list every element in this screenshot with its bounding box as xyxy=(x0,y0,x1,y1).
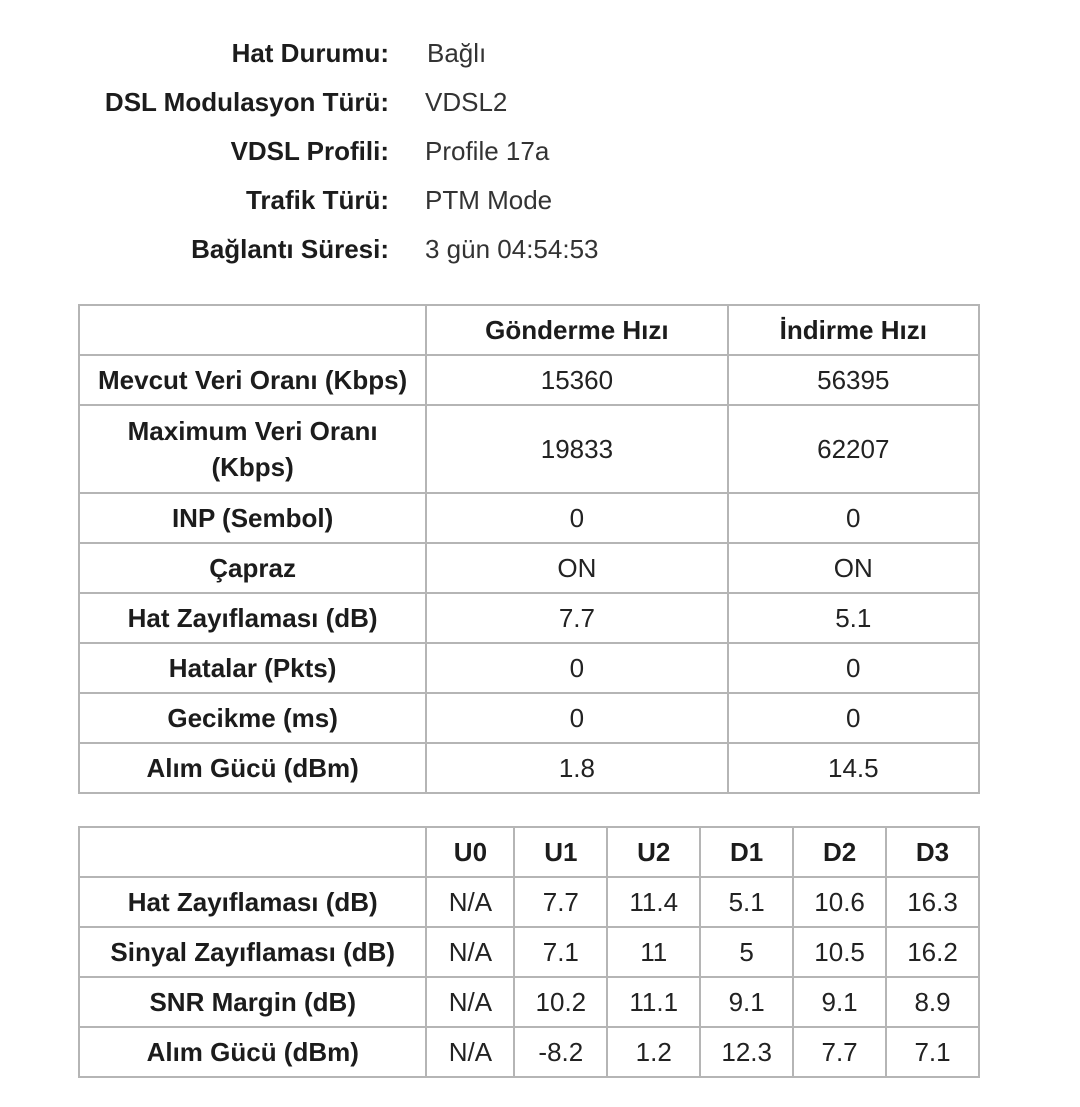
table-row xyxy=(79,743,979,793)
table-row xyxy=(79,405,979,493)
line-state-row xyxy=(0,29,1080,78)
upload-value: 15360 xyxy=(426,355,727,405)
band-value: 9.1 xyxy=(793,977,886,1027)
bands-header-row xyxy=(79,827,979,877)
band-header-u0: U0 xyxy=(426,827,514,877)
table-row xyxy=(79,355,979,405)
upload-value: 7.7 xyxy=(426,593,727,643)
rates-header-upload: Gönderme Hızı xyxy=(426,305,727,355)
profile-value: Profile 17a xyxy=(425,136,550,166)
band-header-d3: D3 xyxy=(886,827,979,877)
upload-value: 0 xyxy=(426,493,727,543)
rates-header-row xyxy=(79,305,979,355)
band-value: 5.1 xyxy=(700,877,793,927)
rates-table xyxy=(78,304,980,794)
band-value: 7.7 xyxy=(514,877,607,927)
line-state-value: Bağlı xyxy=(427,38,487,68)
band-value: 10.2 xyxy=(514,977,607,1027)
band-value: 7.1 xyxy=(514,927,607,977)
table-row xyxy=(79,977,979,1027)
band-value: 1.2 xyxy=(607,1027,700,1077)
modulation-label: DSL Modulasyon Türü: xyxy=(104,87,389,117)
table-row xyxy=(79,643,979,693)
row-label: Alım Gücü (dBm) xyxy=(79,743,426,793)
band-value: 10.6 xyxy=(793,877,886,927)
band-value: -8.2 xyxy=(514,1027,607,1077)
band-header-u1: U1 xyxy=(514,827,607,877)
band-value: N/A xyxy=(426,877,514,927)
band-value: N/A xyxy=(426,1027,514,1077)
traffic-label: Trafik Türü: xyxy=(245,185,389,215)
download-value: 62207 xyxy=(728,405,979,493)
download-value: 56395 xyxy=(728,355,979,405)
band-value: 11 xyxy=(607,927,700,977)
table-row xyxy=(79,927,979,977)
bands-header-empty xyxy=(79,827,426,877)
band-value: N/A xyxy=(426,927,514,977)
download-value: ON xyxy=(728,543,979,593)
band-header-d1: D1 xyxy=(700,827,793,877)
modulation-value: VDSL2 xyxy=(425,87,508,117)
band-value: 8.9 xyxy=(886,977,979,1027)
row-label: Mevcut Veri Oranı (Kbps) xyxy=(79,355,426,405)
download-value: 0 xyxy=(728,493,979,543)
band-value: 16.2 xyxy=(886,927,979,977)
upload-value: 0 xyxy=(426,643,727,693)
modulation-row xyxy=(0,78,1080,127)
connection-status-panel xyxy=(0,29,1080,274)
table-row xyxy=(79,1027,979,1077)
uptime-row xyxy=(0,225,1080,274)
band-value: 7.7 xyxy=(793,1027,886,1077)
row-label: Gecikme (ms) xyxy=(79,693,426,743)
uptime-label: Bağlantı Süresi: xyxy=(191,234,389,264)
row-label xyxy=(79,405,426,493)
table-row xyxy=(79,593,979,643)
rates-header-download: İndirme Hızı xyxy=(728,305,979,355)
band-value: 11.4 xyxy=(607,877,700,927)
table-row xyxy=(79,493,979,543)
download-value: 0 xyxy=(728,643,979,693)
traffic-value: PTM Mode xyxy=(425,185,553,215)
download-value: 5.1 xyxy=(728,593,979,643)
table-row xyxy=(79,543,979,593)
band-value: 10.5 xyxy=(793,927,886,977)
upload-value: 19833 xyxy=(426,405,727,493)
band-value: 9.1 xyxy=(700,977,793,1027)
table-row xyxy=(79,693,979,743)
upload-value: ON xyxy=(426,543,727,593)
row-label-line2: (Kbps) xyxy=(211,452,294,482)
band-value: N/A xyxy=(426,977,514,1027)
row-label: SNR Margin (dB) xyxy=(79,977,426,1027)
profile-row xyxy=(0,127,1080,176)
row-label: Hatalar (Pkts) xyxy=(79,643,426,693)
upload-value: 1.8 xyxy=(426,743,727,793)
band-value: 11.1 xyxy=(607,977,700,1027)
row-label-line1: Maximum Veri Oranı xyxy=(127,416,378,446)
band-value: 12.3 xyxy=(700,1027,793,1077)
rates-header-empty xyxy=(79,305,426,355)
row-label: Hat Zayıflaması (dB) xyxy=(79,593,426,643)
row-label: Sinyal Zayıflaması (dB) xyxy=(79,927,426,977)
download-value: 14.5 xyxy=(728,743,979,793)
download-value: 0 xyxy=(728,693,979,743)
row-label: INP (Sembol) xyxy=(79,493,426,543)
band-header-d2: D2 xyxy=(793,827,886,877)
profile-label: VDSL Profili: xyxy=(230,136,389,166)
band-header-u2: U2 xyxy=(607,827,700,877)
upload-value: 0 xyxy=(426,693,727,743)
bands-table xyxy=(78,826,980,1078)
row-label: Hat Zayıflaması (dB) xyxy=(79,877,426,927)
band-value: 5 xyxy=(700,927,793,977)
traffic-row xyxy=(0,176,1080,225)
band-value: 7.1 xyxy=(886,1027,979,1077)
band-value: 16.3 xyxy=(886,877,979,927)
uptime-value: 3 gün 04:54:53 xyxy=(425,234,599,264)
row-label: Alım Gücü (dBm) xyxy=(79,1027,426,1077)
table-row xyxy=(79,877,979,927)
line-state-label: Hat Durumu: xyxy=(231,38,389,68)
row-label: Çapraz xyxy=(79,543,426,593)
